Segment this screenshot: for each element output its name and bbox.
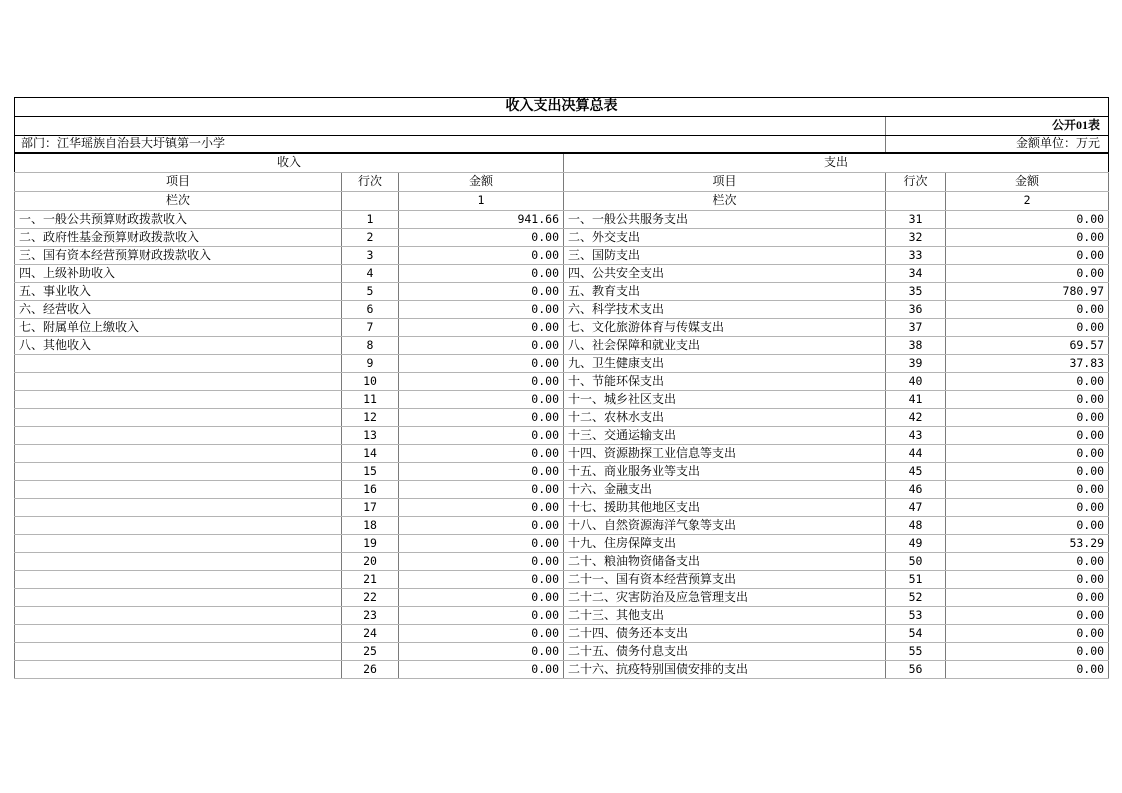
expense-lanci-label: 栏次 <box>564 192 886 211</box>
expense-item-cell: 十七、援助其他地区支出 <box>564 499 886 517</box>
code-row-blank <box>15 117 886 136</box>
expense-item-cell: 七、文化旅游体育与传媒支出 <box>564 319 886 337</box>
income-line-cell: 21 <box>342 571 399 589</box>
income-item-cell <box>15 499 342 517</box>
income-line-cell: 23 <box>342 607 399 625</box>
expense-amount-cell: 0.00 <box>946 625 1109 643</box>
income-lanci-label: 栏次 <box>15 192 342 211</box>
income-item-cell: 八、其他收入 <box>15 337 342 355</box>
expense-line-cell: 44 <box>886 445 946 463</box>
expense-item-cell: 二十一、国有资本经营预算支出 <box>564 571 886 589</box>
expense-item-cell: 十五、商业服务业等支出 <box>564 463 886 481</box>
expense-line-cell: 37 <box>886 319 946 337</box>
expense-line-cell: 33 <box>886 247 946 265</box>
table-row <box>15 589 1109 607</box>
expense-item-cell: 十、节能环保支出 <box>564 373 886 391</box>
income-amount-cell: 0.00 <box>399 229 564 247</box>
expense-line-cell: 52 <box>886 589 946 607</box>
income-item-cell <box>15 445 342 463</box>
income-amount-cell: 0.00 <box>399 643 564 661</box>
expense-amount-cell: 0.00 <box>946 247 1109 265</box>
expense-item-cell: 九、卫生健康支出 <box>564 355 886 373</box>
income-item-cell <box>15 463 342 481</box>
expense-column-number: 2 <box>946 192 1109 211</box>
section-header-row <box>15 153 1109 173</box>
income-amount-cell: 0.00 <box>399 571 564 589</box>
expense-item-cell: 十八、自然资源海洋气象等支出 <box>564 517 886 535</box>
table-row <box>15 373 1109 391</box>
income-line-cell: 5 <box>342 283 399 301</box>
income-line-cell: 3 <box>342 247 399 265</box>
expense-amount-cell: 37.83 <box>946 355 1109 373</box>
income-item-cell <box>15 355 342 373</box>
income-item-cell: 七、附属单位上缴收入 <box>15 319 342 337</box>
expense-amount-cell: 0.00 <box>946 589 1109 607</box>
expense-line-cell: 34 <box>886 265 946 283</box>
expense-amount-cell: 0.00 <box>946 409 1109 427</box>
expense-line-cell: 41 <box>886 391 946 409</box>
expense-item-cell: 十一、城乡社区支出 <box>564 391 886 409</box>
table-row <box>15 643 1109 661</box>
income-line-cell: 25 <box>342 643 399 661</box>
column-number-row <box>15 192 1109 211</box>
income-amount-cell: 941.66 <box>399 211 564 229</box>
income-line-cell: 22 <box>342 589 399 607</box>
income-section-label: 收入 <box>15 153 564 173</box>
expense-line-cell: 51 <box>886 571 946 589</box>
expense-lanci-blank <box>886 192 946 211</box>
expense-line-cell: 32 <box>886 229 946 247</box>
income-amount-cell: 0.00 <box>399 553 564 571</box>
expense-line-cell: 36 <box>886 301 946 319</box>
expense-line-cell: 55 <box>886 643 946 661</box>
income-line-cell: 24 <box>342 625 399 643</box>
income-amount-cell: 0.00 <box>399 373 564 391</box>
income-line-cell: 1 <box>342 211 399 229</box>
expense-amount-cell: 0.00 <box>946 499 1109 517</box>
income-column-number: 1 <box>399 192 564 211</box>
table-row <box>15 445 1109 463</box>
final-accounts-summary-table <box>14 97 1109 679</box>
income-amount-cell: 0.00 <box>399 463 564 481</box>
income-item-cell <box>15 625 342 643</box>
income-amount-cell: 0.00 <box>399 535 564 553</box>
expense-item-cell: 五、教育支出 <box>564 283 886 301</box>
income-amount-cell: 0.00 <box>399 499 564 517</box>
table-row <box>15 355 1109 373</box>
income-line-cell: 9 <box>342 355 399 373</box>
table-row <box>15 301 1109 319</box>
income-amount-cell: 0.00 <box>399 409 564 427</box>
income-line-cell: 19 <box>342 535 399 553</box>
income-item-cell <box>15 607 342 625</box>
income-amount-cell: 0.00 <box>399 283 564 301</box>
income-amount-cell: 0.00 <box>399 661 564 679</box>
expense-amount-cell: 0.00 <box>946 319 1109 337</box>
unit-label: 金额单位：万元 <box>886 136 1109 153</box>
expense-amount-cell: 0.00 <box>946 229 1109 247</box>
income-item-cell <box>15 517 342 535</box>
income-amount-cell: 0.00 <box>399 427 564 445</box>
income-line-cell: 12 <box>342 409 399 427</box>
income-line-cell: 11 <box>342 391 399 409</box>
income-line-cell: 15 <box>342 463 399 481</box>
expense-item-cell: 二十六、抗疫特别国债安排的支出 <box>564 661 886 679</box>
expense-amount-cell: 0.00 <box>946 463 1109 481</box>
income-item-cell <box>15 553 342 571</box>
income-line-cell: 16 <box>342 481 399 499</box>
income-item-cell <box>15 373 342 391</box>
table-row <box>15 535 1109 553</box>
expense-line-cell: 35 <box>886 283 946 301</box>
expense-item-cell: 四、公共安全支出 <box>564 265 886 283</box>
income-amount-cell: 0.00 <box>399 481 564 499</box>
income-item-cell <box>15 409 342 427</box>
income-amount-cell: 0.00 <box>399 247 564 265</box>
expense-amount-cell: 0.00 <box>946 643 1109 661</box>
expense-line-cell: 46 <box>886 481 946 499</box>
income-item-cell: 四、上级补助收入 <box>15 265 342 283</box>
income-item-cell <box>15 391 342 409</box>
income-amount-cell: 0.00 <box>399 391 564 409</box>
income-amount-cell: 0.00 <box>399 265 564 283</box>
expense-item-cell: 二、外交支出 <box>564 229 886 247</box>
table-row <box>15 571 1109 589</box>
income-item-cell: 一、一般公共预算财政拨款收入 <box>15 211 342 229</box>
expense-item-header: 项目 <box>564 173 886 192</box>
expense-item-cell: 十九、住房保障支出 <box>564 535 886 553</box>
expense-line-cell: 31 <box>886 211 946 229</box>
income-line-cell: 4 <box>342 265 399 283</box>
page-title: 收入支出决算总表 <box>15 98 1109 117</box>
table-row <box>15 661 1109 679</box>
income-amount-cell: 0.00 <box>399 589 564 607</box>
income-line-cell: 7 <box>342 319 399 337</box>
expense-amount-cell: 0.00 <box>946 553 1109 571</box>
table-row <box>15 319 1109 337</box>
expense-amount-cell: 0.00 <box>946 391 1109 409</box>
expense-amount-cell: 0.00 <box>946 517 1109 535</box>
table-row <box>15 391 1109 409</box>
table-row <box>15 211 1109 229</box>
income-line-cell: 2 <box>342 229 399 247</box>
income-line-cell: 6 <box>342 301 399 319</box>
table-row <box>15 427 1109 445</box>
department-label: 部门：江华瑶族自治县大圩镇第一小学 <box>15 136 886 153</box>
income-item-cell: 五、事业收入 <box>15 283 342 301</box>
income-amount-cell: 0.00 <box>399 625 564 643</box>
expense-amount-cell: 780.97 <box>946 283 1109 301</box>
table-code-label: 公开01表 <box>886 117 1109 136</box>
expense-line-cell: 53 <box>886 607 946 625</box>
income-item-cell: 二、政府性基金预算财政拨款收入 <box>15 229 342 247</box>
income-line-cell: 8 <box>342 337 399 355</box>
income-line-cell: 17 <box>342 499 399 517</box>
table-row <box>15 337 1109 355</box>
income-amount-cell: 0.00 <box>399 355 564 373</box>
expense-line-cell: 38 <box>886 337 946 355</box>
expense-item-cell: 三、国防支出 <box>564 247 886 265</box>
expense-item-cell: 十二、农林水支出 <box>564 409 886 427</box>
table-title-row <box>15 98 1109 117</box>
expense-amount-cell: 0.00 <box>946 571 1109 589</box>
expense-amount-cell: 0.00 <box>946 661 1109 679</box>
income-amount-cell: 0.00 <box>399 337 564 355</box>
income-line-cell: 10 <box>342 373 399 391</box>
expense-amount-cell: 0.00 <box>946 427 1109 445</box>
income-lanci-blank <box>342 192 399 211</box>
expense-line-cell: 45 <box>886 463 946 481</box>
expense-line-cell: 42 <box>886 409 946 427</box>
table-row <box>15 607 1109 625</box>
expense-item-cell: 六、科学技术支出 <box>564 301 886 319</box>
table-row <box>15 625 1109 643</box>
expense-line-cell: 40 <box>886 373 946 391</box>
income-line-cell: 26 <box>342 661 399 679</box>
expense-amount-cell: 53.29 <box>946 535 1109 553</box>
expense-item-cell: 十三、交通运输支出 <box>564 427 886 445</box>
table-row <box>15 409 1109 427</box>
expense-amount-cell: 0.00 <box>946 607 1109 625</box>
table-row <box>15 499 1109 517</box>
expense-item-cell: 二十五、债务付息支出 <box>564 643 886 661</box>
income-item-cell <box>15 427 342 445</box>
table-row <box>15 283 1109 301</box>
income-item-cell <box>15 661 342 679</box>
table-row <box>15 553 1109 571</box>
income-item-header: 项目 <box>15 173 342 192</box>
income-amount-cell: 0.00 <box>399 517 564 535</box>
table-row <box>15 247 1109 265</box>
income-amount-cell: 0.00 <box>399 607 564 625</box>
income-item-cell <box>15 571 342 589</box>
expense-amount-header: 金额 <box>946 173 1109 192</box>
expense-item-cell: 一、一般公共服务支出 <box>564 211 886 229</box>
expense-item-cell: 十四、资源勘探工业信息等支出 <box>564 445 886 463</box>
income-line-cell: 14 <box>342 445 399 463</box>
income-amount-cell: 0.00 <box>399 319 564 337</box>
income-item-cell <box>15 481 342 499</box>
expense-line-header: 行次 <box>886 173 946 192</box>
expense-amount-cell: 0.00 <box>946 265 1109 283</box>
income-amount-header: 金额 <box>399 173 564 192</box>
income-line-cell: 13 <box>342 427 399 445</box>
expense-line-cell: 48 <box>886 517 946 535</box>
income-item-cell: 六、经营收入 <box>15 301 342 319</box>
expense-line-cell: 56 <box>886 661 946 679</box>
table-row <box>15 517 1109 535</box>
expense-line-cell: 49 <box>886 535 946 553</box>
expense-line-cell: 54 <box>886 625 946 643</box>
expense-line-cell: 39 <box>886 355 946 373</box>
expense-item-cell: 十六、金融支出 <box>564 481 886 499</box>
table-row <box>15 463 1109 481</box>
expense-item-cell: 八、社会保障和就业支出 <box>564 337 886 355</box>
table-row <box>15 265 1109 283</box>
expense-line-cell: 50 <box>886 553 946 571</box>
expense-line-cell: 43 <box>886 427 946 445</box>
income-line-cell: 18 <box>342 517 399 535</box>
expense-item-cell: 二十四、债务还本支出 <box>564 625 886 643</box>
expense-amount-cell: 0.00 <box>946 211 1109 229</box>
income-item-cell <box>15 643 342 661</box>
income-line-cell: 20 <box>342 553 399 571</box>
income-item-cell: 三、国有资本经营预算财政拨款收入 <box>15 247 342 265</box>
income-item-cell <box>15 535 342 553</box>
table-row <box>15 481 1109 499</box>
income-amount-cell: 0.00 <box>399 301 564 319</box>
table-code-row <box>15 117 1109 136</box>
expense-line-cell: 47 <box>886 499 946 517</box>
column-header-row <box>15 173 1109 192</box>
expense-amount-cell: 69.57 <box>946 337 1109 355</box>
expense-amount-cell: 0.00 <box>946 445 1109 463</box>
income-amount-cell: 0.00 <box>399 445 564 463</box>
expense-item-cell: 二十、粮油物资储备支出 <box>564 553 886 571</box>
income-item-cell <box>15 589 342 607</box>
expense-amount-cell: 0.00 <box>946 373 1109 391</box>
income-line-header: 行次 <box>342 173 399 192</box>
expense-item-cell: 二十二、灾害防治及应急管理支出 <box>564 589 886 607</box>
expense-amount-cell: 0.00 <box>946 301 1109 319</box>
expense-section-label: 支出 <box>564 153 1109 173</box>
department-row <box>15 136 1109 153</box>
table-row <box>15 229 1109 247</box>
expense-amount-cell: 0.00 <box>946 481 1109 499</box>
expense-item-cell: 二十三、其他支出 <box>564 607 886 625</box>
